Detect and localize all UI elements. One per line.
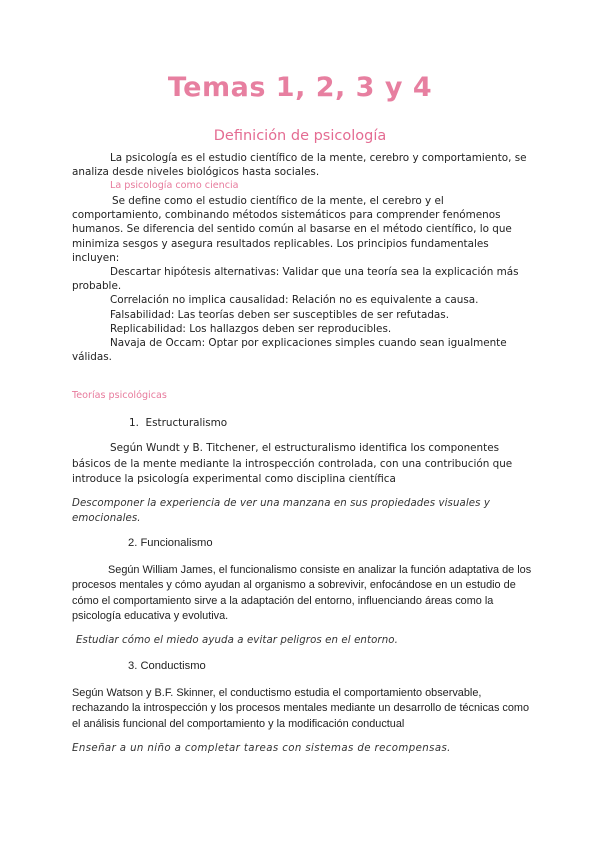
principle-item: Descartar hipótesis alternativas: Validar que una teoría sea la explicación más probable. bbox=[72, 266, 519, 293]
principle-item: Navaja de Occam: Optar por explicaciones simples cuando sean igualmente válidas. bbox=[72, 337, 507, 364]
ciencia-paragraph: Se define como el estudio científico de la mente, el cerebro y el comportamiento, combinando métodos sistemáticos para comprender fenómenos humanos. Se diferencia del sentido común al basarse en el método científico, lo que minimiza sesgos y asegura resultados replicables. Los principios fundamentales incluyen: bbox=[72, 195, 512, 264]
funcionalismo-example: Estudiar cómo el miedo ayuda a evitar peligros en el entorno. bbox=[76, 635, 398, 646]
funcionalismo-heading: 2. Funcionalismo bbox=[128, 537, 213, 549]
conductismo-example: Enseñar a un niño a completar tareas con sistemas de recompensas. bbox=[72, 743, 451, 754]
definition-paragraph: La psicología es el estudio científico de la mente, cerebro y comportamiento, se analiza desde niveles biológicos hasta sociales. bbox=[72, 152, 527, 179]
principle-item: Replicabilidad: Los hallazgos deben ser reproducibles. bbox=[110, 322, 392, 335]
estructuralismo-heading: 1. Estructuralismo bbox=[129, 417, 228, 429]
funcionalismo-paragraph: Según William James, el funcionalismo consiste en analizar la función adaptativa de los procesos mentales y cómo ayudan al organismo a sobrevivir, enfocándose en un estudio de cómo el comportamiento sirve a la adaptación del entorno, influenciando áreas como la psicología educativa y evolutiva. bbox=[72, 564, 532, 623]
principles-list bbox=[72, 265, 532, 364]
estructuralismo-example: Descomponer la experiencia de ver una manzana en sus propiedades visuales y emocionales. bbox=[72, 498, 491, 524]
ciencia-heading: La psicología como ciencia bbox=[110, 180, 239, 191]
section-title: Definición de psicología bbox=[213, 128, 387, 144]
teorias-heading: Teorías psicológicas bbox=[72, 390, 167, 401]
estructuralismo-paragraph: Según Wundt y B. Titchener, el estructuralismo identifica los componentes básicos de la mente mediante la introspección controlada, con una contribución que introduce la psicología experimental como disciplina científica bbox=[72, 442, 513, 485]
principle-item: Falsabilidad: Las teorías deben ser susceptibles de ser refutadas. bbox=[110, 308, 449, 321]
conductismo-paragraph: Según Watson y B.F. Skinner, el conductismo estudia el comportamiento observable, rechazando la introspección y los procesos mentales mediante un desarrollo de técnicas como el análisis funcional del comportamiento y la modificación conductual bbox=[72, 687, 530, 730]
principle-item: Correlación no implica causalidad: Relación no es equivalente a causa. bbox=[110, 294, 479, 307]
conductismo-heading: 3. Conductismo bbox=[128, 660, 206, 672]
document-title: Temas 1, 2, 3 y 4 bbox=[167, 72, 433, 103]
